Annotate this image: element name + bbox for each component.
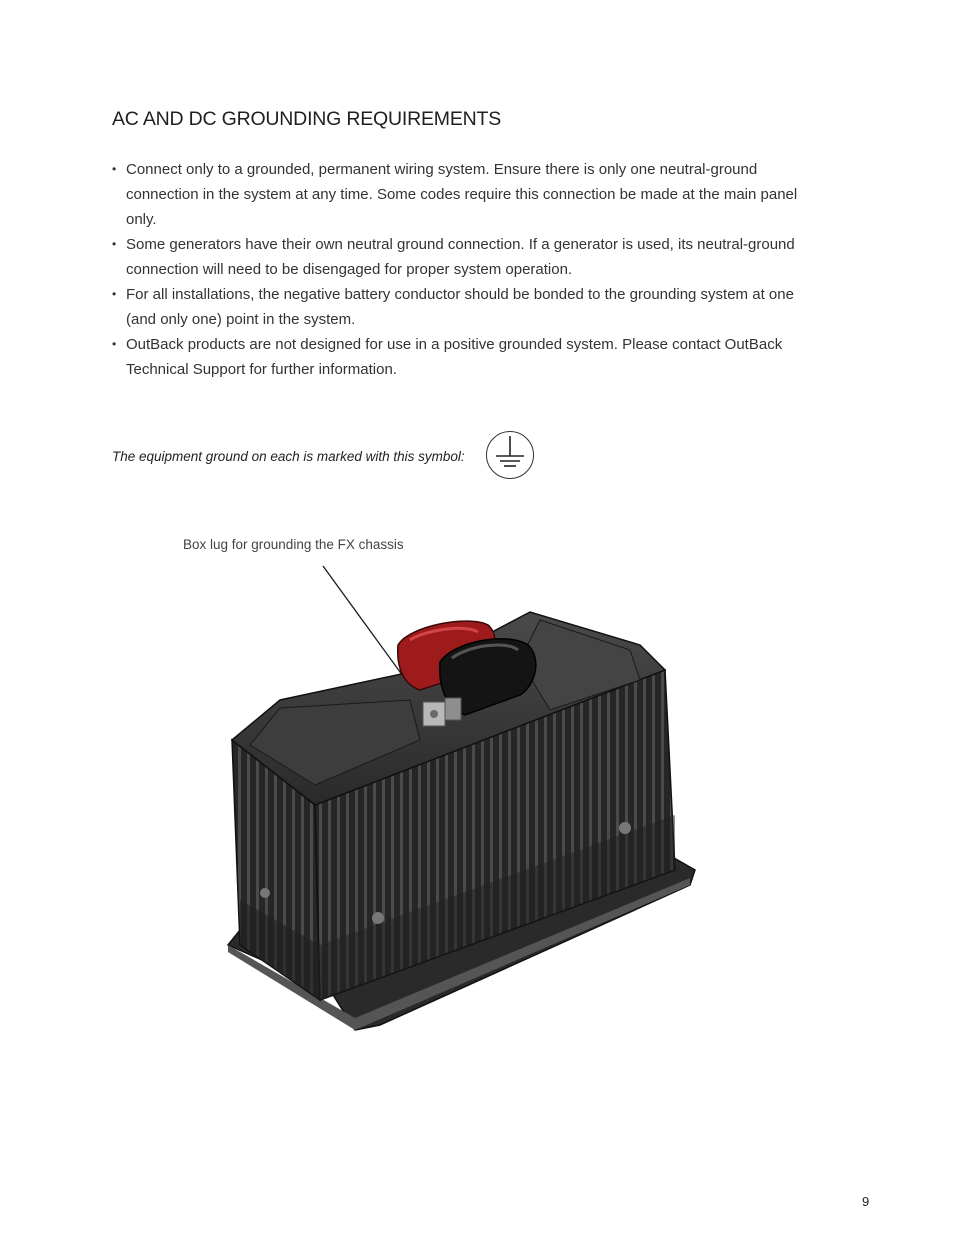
bullet-marker: • bbox=[112, 287, 117, 301]
list-item-text: OutBack products are not designed for use in a positive grounded system. Please contact OutBack Technical Support for further information. bbox=[126, 336, 783, 378]
section-heading: AC AND DC GROUNDING REQUIREMENTS bbox=[112, 108, 502, 130]
requirements-list bbox=[112, 157, 812, 382]
list-item-text: Some generators have their own neutral ground connection. If a generator is used, its neutral-ground connection will need to be disengaged for proper system operation. bbox=[126, 236, 795, 278]
list-item bbox=[112, 157, 812, 232]
list-item-text: For all installations, the negative battery conductor should be bonded to the grounding system at one (and only one) point in the system. bbox=[126, 286, 794, 328]
fx-chassis-illustration bbox=[220, 600, 700, 1040]
bullet-marker: • bbox=[112, 337, 117, 351]
ground-symbol-icon bbox=[485, 430, 535, 480]
list-item bbox=[112, 232, 812, 282]
ground-symbol-note: The equipment ground on each is marked with this symbol: bbox=[112, 449, 465, 464]
list-item-text: Connect only to a grounded, permanent wiring system. Ensure there is only one neutral-ground connection in the system at any time. Some codes require this connection be made at the main panel only. bbox=[126, 161, 798, 228]
callout-label: Box lug for grounding the FX chassis bbox=[183, 537, 404, 552]
bullet-marker: • bbox=[112, 237, 117, 251]
list-item bbox=[112, 332, 812, 382]
list-item bbox=[112, 282, 812, 332]
page-number: 9 bbox=[862, 1194, 870, 1209]
bullet-marker: • bbox=[112, 162, 117, 176]
